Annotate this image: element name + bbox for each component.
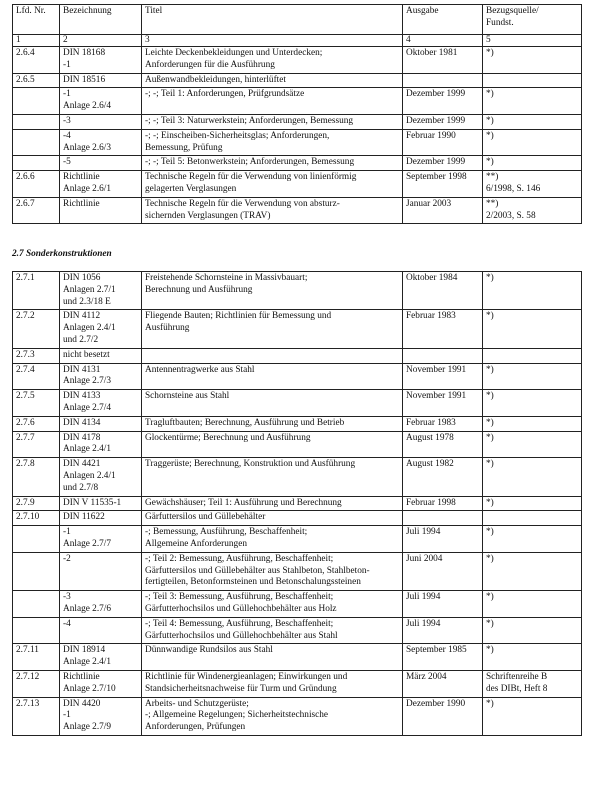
cell-bezeichnung: Bezeichnung xyxy=(60,5,142,35)
section-title: 2.7 Sonderkonstruktionen xyxy=(12,249,112,259)
cell-bezeichnung: 2 xyxy=(60,35,142,47)
cell-bezeichnung: Richtlinie xyxy=(60,197,142,224)
cell-ausgabe: November 1991 xyxy=(403,390,483,417)
cell-ausgabe: Februar 1990 xyxy=(403,129,483,156)
cell-lfd-nr: 2.6.6 xyxy=(13,171,60,198)
cell-ausgabe: Dezember 1999 xyxy=(403,88,483,115)
cell-bezeichnung: -1 Anlage 2.6/4 xyxy=(60,88,142,115)
cell-ausgabe: Juli 1994 xyxy=(403,526,483,553)
table-row xyxy=(13,47,582,74)
cell-titel: Antennentragwerke aus Stahl xyxy=(142,363,403,390)
cell-bezugsquelle: **) 6/1998, S. 146 xyxy=(483,171,582,198)
cell-ausgabe: Juli 1994 xyxy=(403,591,483,618)
cell-bezeichnung: DIN 4178 Anlage 2.4/1 xyxy=(60,431,142,458)
cell-bezugsquelle: *) xyxy=(483,310,582,348)
cell-bezugsquelle: *) xyxy=(483,272,582,310)
cell-bezeichnung: -5 xyxy=(60,156,142,171)
table-row xyxy=(13,114,582,129)
cell-titel: Richtlinie für Windenergieanlagen; Einwirkungen und Standsicherheitsnachweise für Turm und Gründung xyxy=(142,670,403,697)
cell-ausgabe xyxy=(403,511,483,526)
cell-titel: -; -; Teil 5: Betonwerkstein; Anforderungen, Bemessung xyxy=(142,156,403,171)
cell-bezeichnung: DIN 4421 Anlagen 2.4/1 und 2.7/8 xyxy=(60,458,142,496)
cell-ausgabe: Januar 2003 xyxy=(403,197,483,224)
column-number-row xyxy=(13,35,582,47)
cell-bezeichnung: DIN 18168 -1 xyxy=(60,47,142,74)
cell-bezugsquelle: Schriftenreihe B des DIBt, Heft 8 xyxy=(483,670,582,697)
cell-ausgabe: August 1978 xyxy=(403,431,483,458)
cell-bezugsquelle: **) 2/2003, S. 58 xyxy=(483,197,582,224)
cell-bezugsquelle: *) xyxy=(483,363,582,390)
cell-lfd-nr xyxy=(13,617,60,644)
cell-lfd-nr xyxy=(13,156,60,171)
cell-bezugsquelle: *) xyxy=(483,644,582,671)
cell-titel: -; Teil 4: Bemessung, Ausführung, Beschaffenheit; Gärfutterhochsilos und Güllehochbehälter aus Stahl xyxy=(142,617,403,644)
cell-titel: Außenwandbekleidungen, hinterlüftet xyxy=(142,73,403,88)
table-row xyxy=(13,171,582,198)
cell-ausgabe: 4 xyxy=(403,35,483,47)
cell-bezeichnung: Richtlinie Anlage 2.6/1 xyxy=(60,171,142,198)
cell-ausgabe: Dezember 1990 xyxy=(403,697,483,735)
table-row xyxy=(13,197,582,224)
cell-ausgabe: Februar 1983 xyxy=(403,416,483,431)
cell-lfd-nr xyxy=(13,591,60,618)
cell-lfd-nr: 2.7.10 xyxy=(13,511,60,526)
cell-ausgabe xyxy=(403,348,483,363)
cell-ausgabe: November 1991 xyxy=(403,363,483,390)
cell-bezugsquelle: *) xyxy=(483,591,582,618)
cell-bezeichnung: -4 xyxy=(60,617,142,644)
table-row xyxy=(13,272,582,310)
cell-bezugsquelle: *) xyxy=(483,431,582,458)
cell-ausgabe: Februar 1998 xyxy=(403,496,483,511)
table-row xyxy=(13,390,582,417)
cell-bezeichnung: DIN V 11535-1 xyxy=(60,496,142,511)
cell-bezeichnung: -1 Anlage 2.7/7 xyxy=(60,526,142,553)
cell-titel: Schornsteine aus Stahl xyxy=(142,390,403,417)
cell-ausgabe: Juli 1994 xyxy=(403,617,483,644)
cell-lfd-nr: 2.7.11 xyxy=(13,644,60,671)
cell-lfd-nr: 2.7.4 xyxy=(13,363,60,390)
cell-ausgabe: Dezember 1999 xyxy=(403,114,483,129)
cell-titel: Tragluftbauten; Berechnung, Ausführung und Betrieb xyxy=(142,416,403,431)
cell-bezugsquelle: *) xyxy=(483,416,582,431)
table-row xyxy=(13,552,582,590)
cell-bezugsquelle: *) xyxy=(483,88,582,115)
cell-titel: Technische Regeln für die Verwendung von absturz- sichernden Verglasungen (TRAV) xyxy=(142,197,403,224)
cell-bezeichnung: DIN 18516 xyxy=(60,73,142,88)
cell-lfd-nr: Lfd. Nr. xyxy=(13,5,60,35)
table-row xyxy=(13,310,582,348)
cell-bezugsquelle: Bezugsquelle/ Fundst. xyxy=(483,5,582,35)
cell-bezeichnung: DIN 4131 Anlage 2.7/3 xyxy=(60,363,142,390)
table-row xyxy=(13,496,582,511)
table-row xyxy=(13,88,582,115)
cell-bezeichnung: DIN 4112 Anlagen 2.4/1 und 2.7/2 xyxy=(60,310,142,348)
cell-lfd-nr: 2.7.8 xyxy=(13,458,60,496)
cell-bezugsquelle: *) xyxy=(483,156,582,171)
cell-ausgabe: Ausgabe xyxy=(403,5,483,35)
cell-titel xyxy=(142,348,403,363)
cell-bezugsquelle: *) xyxy=(483,129,582,156)
cell-lfd-nr: 2.7.12 xyxy=(13,670,60,697)
cell-bezugsquelle: *) xyxy=(483,496,582,511)
cell-bezeichnung: Richtlinie Anlage 2.7/10 xyxy=(60,670,142,697)
cell-lfd-nr xyxy=(13,114,60,129)
table-row xyxy=(13,511,582,526)
norms-table-2-6 xyxy=(12,4,582,224)
cell-lfd-nr: 2.7.13 xyxy=(13,697,60,735)
cell-ausgabe: Oktober 1981 xyxy=(403,47,483,74)
cell-bezeichnung: -2 xyxy=(60,552,142,590)
cell-lfd-nr: 2.7.7 xyxy=(13,431,60,458)
table-row xyxy=(13,617,582,644)
header-row xyxy=(13,5,582,35)
cell-bezeichnung: DIN 1056 Anlagen 2.7/1 und 2.3/18 E xyxy=(60,272,142,310)
table-row xyxy=(13,363,582,390)
cell-bezugsquelle: *) xyxy=(483,617,582,644)
cell-lfd-nr: 2.7.9 xyxy=(13,496,60,511)
table-row xyxy=(13,697,582,735)
table-row xyxy=(13,156,582,171)
cell-lfd-nr xyxy=(13,88,60,115)
cell-lfd-nr: 2.6.5 xyxy=(13,73,60,88)
cell-lfd-nr: 2.7.1 xyxy=(13,272,60,310)
cell-titel: Arbeits- und Schutzgerüste; -; Allgemeine Regelungen; Sicherheitstechnische Anforderungen, Prüfungen xyxy=(142,697,403,735)
cell-ausgabe: Februar 1983 xyxy=(403,310,483,348)
cell-titel: Fliegende Bauten; Richtlinien für Bemessung und Ausführung xyxy=(142,310,403,348)
cell-ausgabe: Juni 2004 xyxy=(403,552,483,590)
cell-lfd-nr xyxy=(13,129,60,156)
cell-lfd-nr xyxy=(13,552,60,590)
cell-titel: -; -; Teil 1: Anforderungen, Prüfgrundsätze xyxy=(142,88,403,115)
cell-titel: Dünnwandige Rundsilos aus Stahl xyxy=(142,644,403,671)
cell-ausgabe: März 2004 xyxy=(403,670,483,697)
cell-ausgabe: September 1998 xyxy=(403,171,483,198)
table-row xyxy=(13,129,582,156)
table-row xyxy=(13,644,582,671)
cell-bezugsquelle: *) xyxy=(483,390,582,417)
cell-ausgabe: August 1982 xyxy=(403,458,483,496)
cell-ausgabe: Dezember 1999 xyxy=(403,156,483,171)
table-row xyxy=(13,416,582,431)
cell-ausgabe xyxy=(403,73,483,88)
cell-lfd-nr: 2.7.2 xyxy=(13,310,60,348)
cell-lfd-nr: 2.7.5 xyxy=(13,390,60,417)
table-row xyxy=(13,670,582,697)
cell-titel: Traggerüste; Berechnung, Konstruktion und Ausführung xyxy=(142,458,403,496)
cell-lfd-nr xyxy=(13,526,60,553)
cell-titel: Freistehende Schornsteine in Massivbauart; Berechnung und Ausführung xyxy=(142,272,403,310)
table-row xyxy=(13,348,582,363)
cell-bezeichnung: -3 Anlage 2.7/6 xyxy=(60,591,142,618)
table-row xyxy=(13,526,582,553)
cell-titel: -; -; Teil 3: Naturwerkstein; Anforderungen, Bemessung xyxy=(142,114,403,129)
cell-bezugsquelle: *) xyxy=(483,697,582,735)
cell-bezugsquelle: *) xyxy=(483,47,582,74)
cell-bezugsquelle xyxy=(483,348,582,363)
cell-bezugsquelle: *) xyxy=(483,114,582,129)
table-row xyxy=(13,591,582,618)
cell-bezugsquelle: 5 xyxy=(483,35,582,47)
cell-bezeichnung: DIN 11622 xyxy=(60,511,142,526)
table-row xyxy=(13,431,582,458)
cell-bezugsquelle: *) xyxy=(483,526,582,553)
cell-bezugsquelle xyxy=(483,511,582,526)
cell-lfd-nr: 2.6.4 xyxy=(13,47,60,74)
cell-lfd-nr: 2.7.3 xyxy=(13,348,60,363)
cell-bezeichnung: DIN 4420 -1 Anlage 2.7/9 xyxy=(60,697,142,735)
cell-bezeichnung: -4 Anlage 2.6/3 xyxy=(60,129,142,156)
cell-titel: Leichte Deckenbekleidungen und Unterdecken; Anforderungen für die Ausführung xyxy=(142,47,403,74)
cell-bezeichnung: DIN 4133 Anlage 2.7/4 xyxy=(60,390,142,417)
cell-titel: Technische Regeln für die Verwendung von linienförmig gelagerten Verglasungen xyxy=(142,171,403,198)
cell-titel: -; -; Einscheiben-Sicherheitsglas; Anforderungen, Bemessung, Prüfung xyxy=(142,129,403,156)
cell-titel: Glockentürme; Berechnung und Ausführung xyxy=(142,431,403,458)
cell-ausgabe: September 1985 xyxy=(403,644,483,671)
cell-titel: Gewächshäuser; Teil 1: Ausführung und Berechnung xyxy=(142,496,403,511)
cell-lfd-nr: 2.7.6 xyxy=(13,416,60,431)
cell-ausgabe: Oktober 1984 xyxy=(403,272,483,310)
cell-lfd-nr: 2.6.7 xyxy=(13,197,60,224)
cell-bezeichnung: DIN 4134 xyxy=(60,416,142,431)
cell-bezeichnung: DIN 18914 Anlage 2.4/1 xyxy=(60,644,142,671)
cell-titel: -; Teil 3: Bemessung, Ausführung, Beschaffenheit; Gärfutterhochsilos und Güllehochbehälter aus Holz xyxy=(142,591,403,618)
cell-bezeichnung: nicht besetzt xyxy=(60,348,142,363)
cell-titel: -; Teil 2: Bemessung, Ausführung, Beschaffenheit; Gärfuttersilos und Güllebehälter aus Stahlbeton, Stahlbeton- fertigteilen, Betonformsteinen und Betonschalungssteinen xyxy=(142,552,403,590)
cell-bezugsquelle xyxy=(483,73,582,88)
cell-titel: Titel xyxy=(142,5,403,35)
cell-bezugsquelle: *) xyxy=(483,458,582,496)
cell-bezugsquelle: *) xyxy=(483,552,582,590)
table-row xyxy=(13,73,582,88)
table-row xyxy=(13,458,582,496)
cell-lfd-nr: 1 xyxy=(13,35,60,47)
cell-titel: -; Bemessung, Ausführung, Beschaffenheit; Allgemeine Anforderungen xyxy=(142,526,403,553)
cell-titel: 3 xyxy=(142,35,403,47)
cell-bezeichnung: -3 xyxy=(60,114,142,129)
cell-titel: Gärfuttersilos und Güllebehälter xyxy=(142,511,403,526)
norms-table-2-7 xyxy=(12,271,582,736)
